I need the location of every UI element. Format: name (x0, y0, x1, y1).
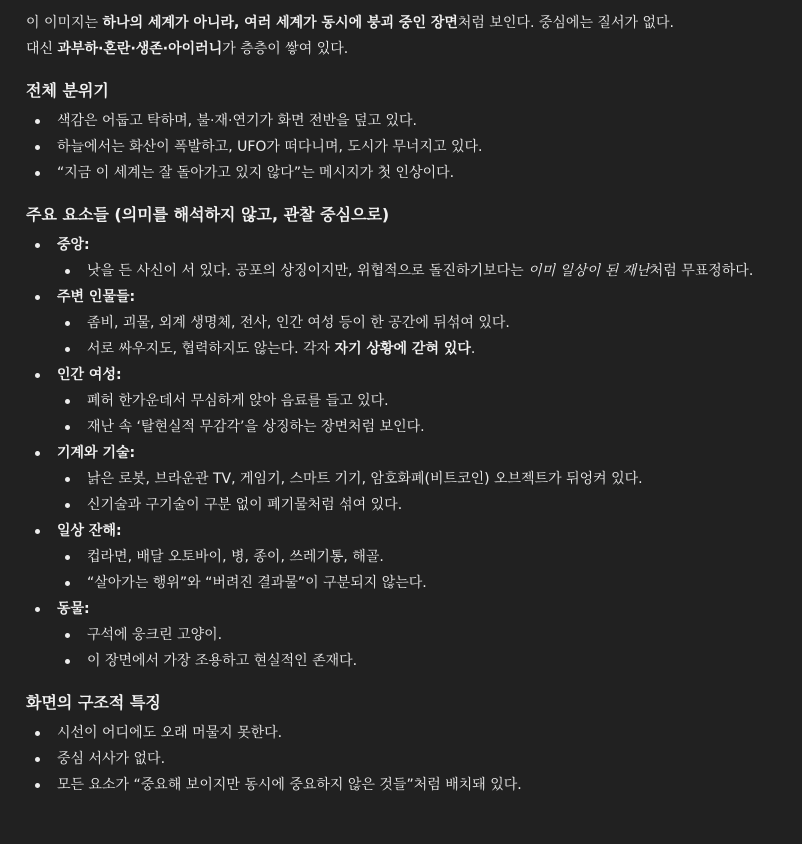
list-item (57, 648, 782, 674)
element-group (26, 284, 782, 362)
item-text: 폐허 한가운데서 무심하게 앉아 음료를 들고 있다. (87, 393, 389, 409)
list-item: 시선이 어디에도 오래 머물지 못한다. (26, 720, 782, 746)
intro-text: 가 층층이 쌓여 있다. (222, 41, 349, 57)
group-label: 중앙: (57, 237, 90, 253)
section-heading-atmosphere: 전체 분위기 (26, 81, 109, 100)
list-item (57, 258, 782, 284)
list-item (57, 414, 782, 440)
list-item (57, 466, 782, 492)
group-label: 동물: (57, 601, 90, 617)
element-group (26, 440, 782, 518)
intro-emphasis: 하나의 세계가 아니라, 여러 세계가 동시에 붕괴 중인 장면 (102, 15, 458, 31)
list-item (57, 622, 782, 648)
item-text: 서로 싸우지도, 협력하지도 않는다. 각자 (87, 341, 335, 357)
intro-text: 처럼 보인다. 중심에는 질서가 없다. (457, 15, 674, 31)
element-group (26, 362, 782, 440)
group-label: 인간 여성: (57, 367, 122, 383)
intro-text: 이 이미지는 (26, 15, 103, 31)
sub-list (57, 310, 782, 362)
list-item (57, 336, 782, 362)
section-heading-elements: 주요 요소들 (의미를 해석하지 않고, 관찰 중심으로) (26, 205, 390, 224)
group-label: 일상 잔해: (57, 523, 122, 539)
group-label: 기계와 기술: (57, 445, 136, 461)
list-item (57, 544, 782, 570)
intro-paragraph (26, 10, 782, 62)
item-text: 낫을 든 사신이 서 있다. 공포의 상징이지만, 위협적으로 돌진하기보다는 (87, 263, 529, 279)
item-text: 낡은 로봇, 브라운관 TV, 게임기, 스마트 기기, 암호화폐(비트코인) 오브젝트가 뒤엉켜 있다. (87, 471, 643, 487)
list-item: 중심 서사가 없다. (26, 746, 782, 772)
item-text: 컵라면, 배달 오토바이, 병, 종이, 쓰레기통, 해골. (87, 549, 384, 565)
section-heading-structure: 화면의 구조적 특징 (26, 693, 161, 712)
item-text: “살아가는 행위”와 “버려진 결과물”이 구분되지 않는다. (87, 575, 427, 591)
sub-list (57, 544, 782, 596)
list-item: 하늘에서는 화산이 폭발하고, UFO가 떠다니며, 도시가 무너지고 있다. (26, 134, 782, 160)
list-item (57, 310, 782, 336)
item-text: 구석에 웅크린 고양이. (87, 627, 223, 643)
list-item: “지금 이 세계는 잘 돌아가고 있지 않다”는 메시지가 첫 인상이다. (26, 160, 782, 186)
sub-list (57, 258, 782, 284)
item-text: 재난 속 ‘탈현실적 무감각’을 상징하는 장면처럼 보인다. (87, 419, 425, 435)
list-item (57, 492, 782, 518)
list-item: 색감은 어둡고 탁하며, 불·재·연기가 화면 전반을 덮고 있다. (26, 108, 782, 134)
item-text: 처럼 무표정하다. (649, 263, 754, 279)
structure-list (26, 720, 782, 798)
intro-emphasis: 과부하·혼란·생존·아이러니 (57, 41, 223, 57)
element-group (26, 232, 782, 284)
elements-list (26, 232, 782, 674)
item-text: 이 장면에서 가장 조용하고 현실적인 존재다. (87, 653, 358, 669)
sub-list (57, 622, 782, 674)
group-label: 주변 인물들: (57, 289, 136, 305)
item-text: 신기술과 구기술이 구분 없이 폐기물처럼 섞여 있다. (87, 497, 403, 513)
sub-list (57, 466, 782, 518)
sub-list (57, 388, 782, 440)
list-item (57, 388, 782, 414)
intro-text: 대신 (26, 41, 58, 57)
atmosphere-list (26, 108, 782, 186)
list-item: 모든 요소가 “중요해 보이지만 동시에 중요하지 않은 것들”처럼 배치돼 있다. (26, 772, 782, 798)
element-group (26, 518, 782, 596)
item-text: 좀비, 괴물, 외계 생명체, 전사, 인간 여성 등이 한 공간에 뒤섞여 있다. (87, 315, 510, 331)
element-group (26, 596, 782, 674)
item-text: . (470, 341, 476, 357)
list-item (57, 570, 782, 596)
item-italic: 이미 일상이 된 재난 (528, 263, 650, 279)
item-bold: 자기 상황에 갇혀 있다 (334, 341, 471, 357)
